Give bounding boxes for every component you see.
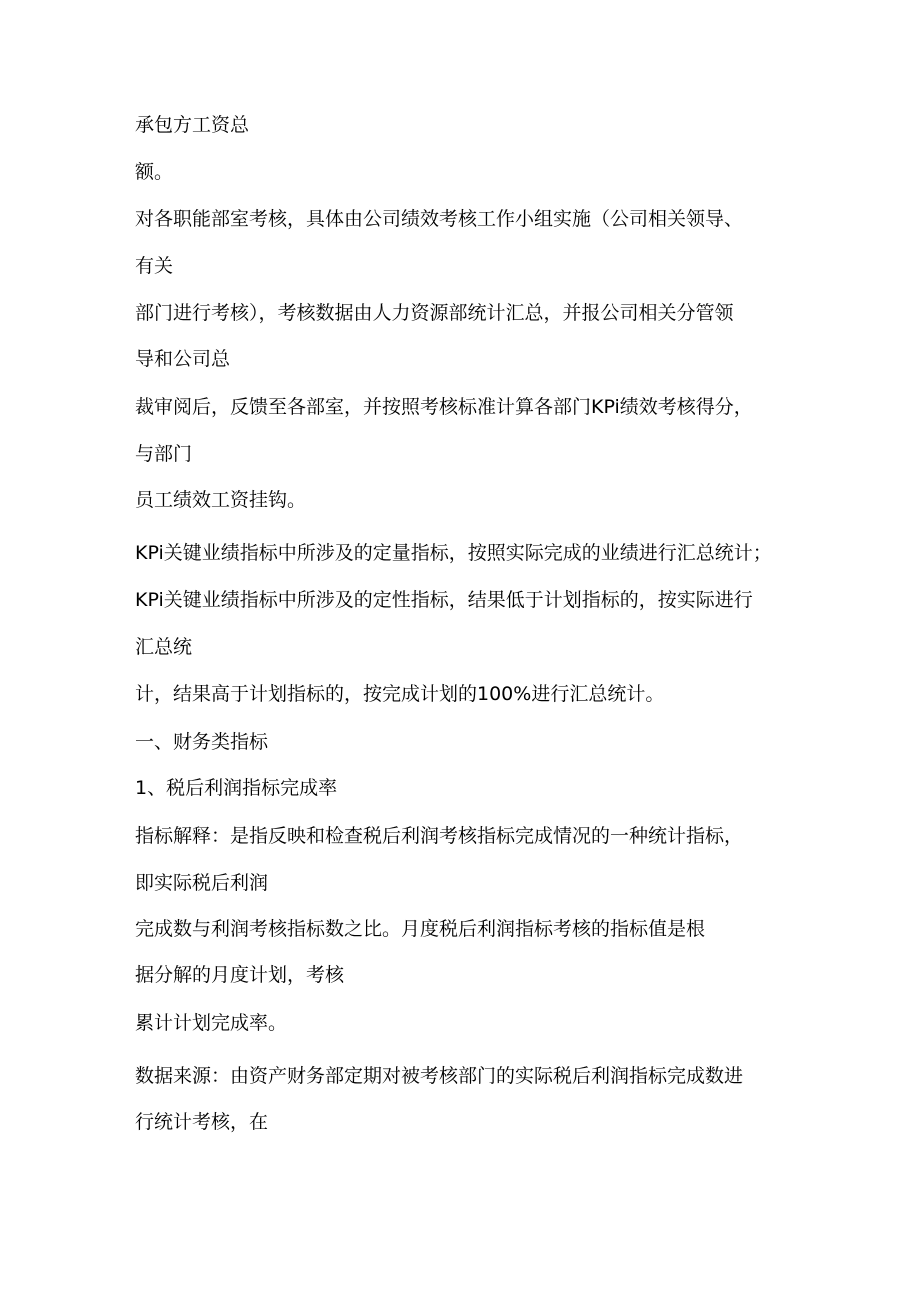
- text-line: 导和公司总: [135, 348, 231, 370]
- text-line: 裁审阅后，反馈至各部室，并按照考核标准计算各部门KPi绩效考核得分，: [135, 396, 753, 418]
- text-line: 对各职能部室考核，具体由公司绩效考核工作小组实施（公司相关领导、: [135, 208, 744, 230]
- section-heading: 一、财务类指标: [135, 731, 269, 753]
- text-line: 部门进行考核），考核数据由人力资源部统计汇总，并报公司相关分管领: [135, 302, 734, 324]
- text-line: 汇总统: [135, 636, 193, 658]
- text-line: 行统计考核，在: [135, 1111, 269, 1133]
- text-line: 即实际税后利润: [135, 872, 269, 894]
- text-line: 承包方工资总: [135, 114, 250, 136]
- text-line: 指标解释：是指反映和检查税后利润考核指标完成情况的一种统计指标，: [135, 825, 744, 847]
- text-line: 有关: [135, 255, 174, 277]
- text-line: KPi关键业绩指标中所涉及的定性指标，结果低于计划指标的，按实际进行: [135, 589, 753, 611]
- text-line: 完成数与利润考核指标数之比。月度税后利润指标考核的指标值是根: [135, 918, 706, 940]
- text-line: 员工绩效工资挂钩。: [135, 489, 307, 511]
- subsection-heading: 1、税后利润指标完成率: [135, 777, 338, 799]
- text-line: KPi关键业绩指标中所涉及的定量指标，按照实际完成的业绩进行汇总统计；: [135, 542, 772, 564]
- text-line: 额。: [135, 161, 174, 183]
- text-line: 累计计划完成率。: [135, 1012, 288, 1034]
- text-line: 数据来源：由资产财务部定期对被考核部门的实际税后利润指标完成数进: [135, 1065, 744, 1087]
- text-line: 计，结果高于计划指标的，按完成计划的100%进行汇总统计。: [135, 683, 665, 705]
- text-line: 与部门: [135, 443, 193, 465]
- text-line: 据分解的月度计划，考核: [135, 964, 345, 986]
